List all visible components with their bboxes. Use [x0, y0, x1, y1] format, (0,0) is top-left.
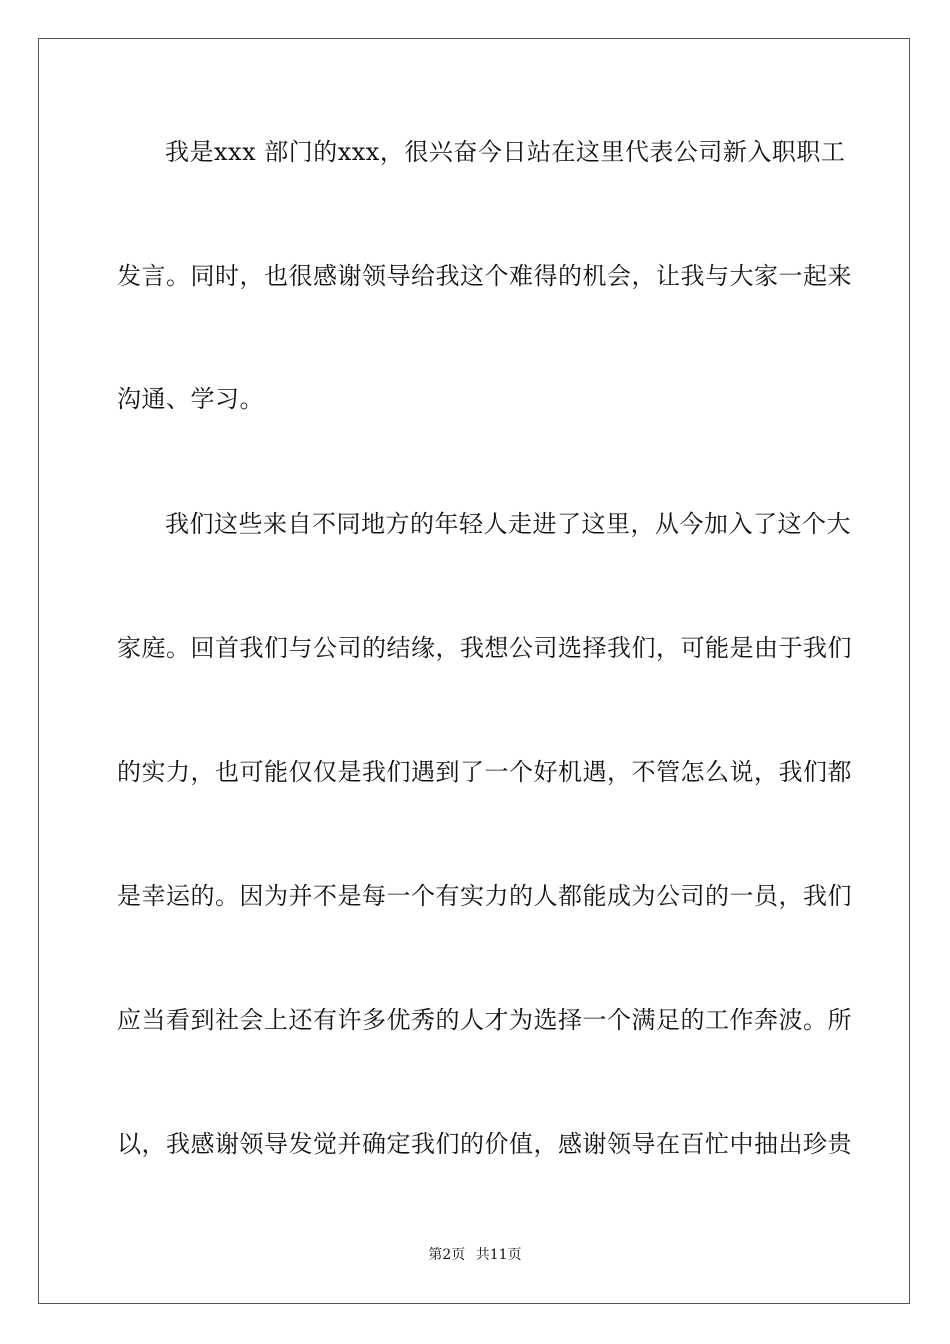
paragraph-2-line-5: 应当看到社会上还有许多优秀的人才为选择一个满足的工作奔波。所	[117, 1006, 852, 1034]
paragraph-1-line-1: 我是xxx 部门的xxx，很兴奋今日站在这里代表公司新入职职工	[165, 138, 846, 166]
paragraph-1-line-2: 发言。同时，也很感谢领导给我这个难得的机会，让我与大家一起来	[117, 262, 852, 290]
total-pages: 共11页	[475, 1247, 522, 1263]
paragraph-2-line-2: 家庭。回首我们与公司的结缘，我想公司选择我们，可能是由于我们	[117, 634, 852, 662]
paragraph-2-line-1: 我们这些来自不同地方的年轻人走进了这里，从今加入了这个大	[165, 510, 851, 538]
page-border	[38, 38, 910, 1304]
paragraph-2-line-4: 是幸运的。因为并不是每一个有实力的人都能成为公司的一员，我们	[117, 882, 852, 910]
paragraph-2-line-3: 的实力，也可能仅仅是我们遇到了一个好机遇，不管怎么说，我们都	[117, 758, 852, 786]
page-footer	[0, 1245, 950, 1265]
paragraph-2-line-6: 以，我感谢领导发觉并确定我们的价值，感谢领导在百忙中抽出珍贵	[117, 1130, 852, 1158]
page-number: 第2页	[428, 1247, 466, 1263]
paragraph-1-line-3: 沟通、学习。	[117, 385, 264, 413]
